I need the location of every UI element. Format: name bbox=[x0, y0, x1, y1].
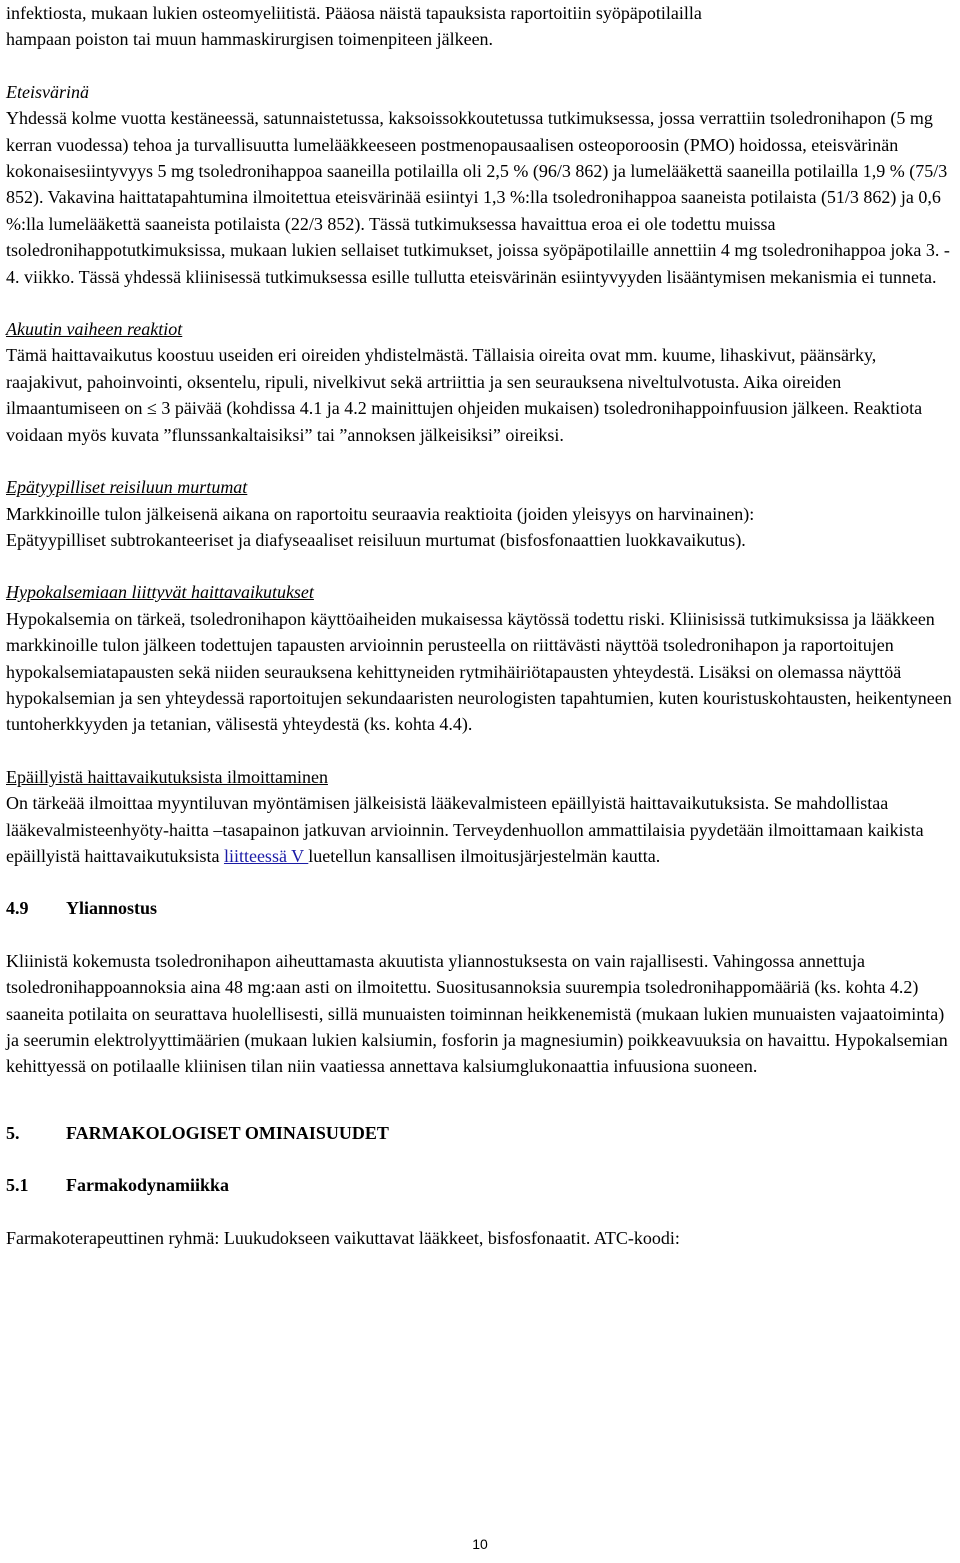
intro-line-2: hampaan poiston tai muun hammaskirurgisen toimenpiteen jälkeen. bbox=[6, 29, 494, 50]
spacer bbox=[6, 869, 956, 895]
section-4-9-heading bbox=[6, 895, 956, 921]
spacer bbox=[6, 448, 956, 474]
reporting-heading: Epäillyistä haittavaikutuksista ilmoittaminen bbox=[6, 766, 328, 787]
section-title: FARMAKOLOGISET OMINAISUUDET bbox=[66, 1122, 389, 1143]
fractures-paragraph-2: Epätyypilliset subtrokanteeriset ja diafyseaaliset reisiluun murtumat (bisfosfonaattien luokkavaikutus). bbox=[6, 529, 746, 550]
fractures-paragraph-1: Markkinoille tulon jälkeisenä aikana on raportoitu seuraavia reaktioita (joiden yleisyys on harvinainen): bbox=[6, 503, 755, 524]
spacer bbox=[6, 53, 956, 79]
intro-line-1: infektiosta, mukaan lukien osteomyeliitistä. Pääosa näistä tapauksista raportoitiin syöpäpotilailla bbox=[6, 3, 702, 23]
section-title: Yliannostus bbox=[66, 898, 158, 919]
section-5-heading bbox=[6, 1120, 956, 1146]
hypocalcemia-paragraph: Hypokalsemia on tärkeä, tsoledronihapon käyttöaiheiden mukaisessa käytössä todettu riski. Kliinisissä tutkimuksissa ja lääkkeen markkinoille tulon jälkeen todettujen tapausten arvioinnin perusteella on riittävästi näyttöä tsoledronihapon ja raportoitujen hypokalsemiatapausten sekä niiden seurauksena kehittyneiden rytmihäiriötapausten yhteydestä. Lisäksi on olemassa näyttöä hypokalsemian ja sen yhteydessä raportoitujen sekundaaristen neurologisten tapahtumien, kuten kouristuskohtausten, heikentyneen tuntoherkkyyden ja tetanian, välisestä yhteydestä (ks. kohta 4.4). bbox=[6, 608, 952, 735]
fractures-heading: Epätyypilliset reisiluun murtumat bbox=[6, 477, 248, 498]
acute-heading: Akuutin vaiheen reaktiot bbox=[6, 319, 183, 340]
document-page bbox=[6, 0, 956, 1251]
atrial-paragraph: Yhdessä kolme vuotta kestäneessä, satunnaistetussa, kaksoissokkoutetussa tutkimuksessa, jossa verrattiin tsoledronihapon (5 mg kerran vuodessa) tehoa ja turvallisuutta lumelääkkeeseen postmenopausaalisen osteoporoosin (PMO) hoidossa, eteisvärinän kokonaisesiintyvyys 5 mg tsoledronihappoa saaneilla potilailla oli 2,5 % (96/3 862) ja lumelääkettä saaneilla potilailla 1,9 % (75/3 852). Vakavina haittatapahtumina ilmoitettua eteisvärinää esiintyi 1,3 %:lla tsoledronihappoa saaneista potilaista (51/3 862) ja 0,6 %:lla lumelääkettä saaneista potilaista (22/3 852). Tässä tutkimuksessa havaittua eroa ei ole todettu muissa tsoledronihappotutkimuksissa, mukaan lukien sellaiset tutkimukset, joissa syöpäpotilaille annettiin 4 mg tsoledronihappoa joka 3. - 4. viikko. Tässä yhdessä kliinisessä tutkimuksessa esille tullutta eteisvärinän esiintyvyyden lisääntymisen mekanismia ei tunneta. bbox=[6, 108, 950, 287]
atrial-heading: Eteisvärinä bbox=[6, 81, 89, 102]
section-number: 5.1 bbox=[6, 1175, 29, 1196]
section-5-1-paragraph: Farmakoterapeuttinen ryhmä: Luukudokseen vaikuttavat lääkkeet, bisfosfonaatit. ATC-koodi: bbox=[6, 1227, 680, 1248]
overdose-paragraph: Kliinistä kokemusta tsoledronihapon aiheuttamasta akuutista yliannostuksesta on vain rajallisesti. Vahingossa annettuja tsoledronihappoannoksia aina 48 mg:aan asti on ilmoitettu. Suositusannoksia suurempia tsoledronihappomääriä (ks. kohta 4.2) saaneita potilaita on seurattava huolellisesti, sillä munuaisten toiminnan heikkenemistä (mukaan lukien munuaisten vajaatoiminta) ja seerumin elektrolyyttimäärien (mukaan lukien kalsiumin, fosforin ja magnesiumin) poikkeavuuksia on havaittu. Hypokalsemian kehittyessä on potilaalle kliinisen tilan niin vaatiessa annettava kalsiumglukonaattia infuusiona suoneen. bbox=[6, 950, 948, 1077]
spacer bbox=[6, 1146, 956, 1172]
spacer bbox=[6, 553, 956, 579]
page-number: 10 bbox=[472, 1536, 488, 1552]
annex-v-link[interactable]: liitteessä V bbox=[223, 845, 309, 866]
section-title: Farmakodynamiikka bbox=[66, 1175, 230, 1196]
hypocalcemia-heading: Hypokalsemiaan liittyvät haittavaikutukset bbox=[6, 582, 314, 603]
section-5-1-heading bbox=[6, 1172, 956, 1198]
spacer bbox=[6, 1199, 956, 1225]
spacer bbox=[6, 922, 956, 948]
spacer bbox=[6, 738, 956, 764]
reporting-text-2: luetellun kansallisen ilmoitusjärjestelmän kautta. bbox=[308, 845, 661, 866]
reporting-text-1: On tärkeää ilmoittaa myyntiluvan myöntämisen jälkeisistä lääkevalmisteen epäillyistä haittavaikutuksista. Se mahdollistaa lääkevalmisteenhyöty-haitta –tasapainon jatkuvan arvioinnin. Terveydenhuollon ammattilaisia pyydetään ilmoittamaan kaikista epäillyistä haittavaikutuksista bbox=[6, 793, 924, 866]
spacer bbox=[6, 1080, 956, 1120]
acute-paragraph: Tämä haittavaikutus koostuu useiden eri oireiden yhdistelmästä. Tällaisia oireita ovat mm. kuume, lihaskivut, päänsärky, raajakivut, pahoinvointi, oksentelu, ripuli, nivelkivut sekä artriittia ja sen seurauksena niveltulvotusta. Aika oireiden ilmaantumiseen on ≤ 3 päivää (kohdissa 4.1 ja 4.2 mainittujen ohjeiden mukaisen) tsoledronihappoinfuusion jälkeen. Reaktiota voidaan myös kuvata ”flunssankaltaisiksi” tai ”annoksen jälkeisiksi” oireiksi. bbox=[6, 345, 923, 445]
reporting-paragraph bbox=[6, 790, 956, 869]
section-number: 4.9 bbox=[6, 898, 29, 919]
section-number: 5. bbox=[6, 1122, 20, 1143]
spacer bbox=[6, 290, 956, 316]
